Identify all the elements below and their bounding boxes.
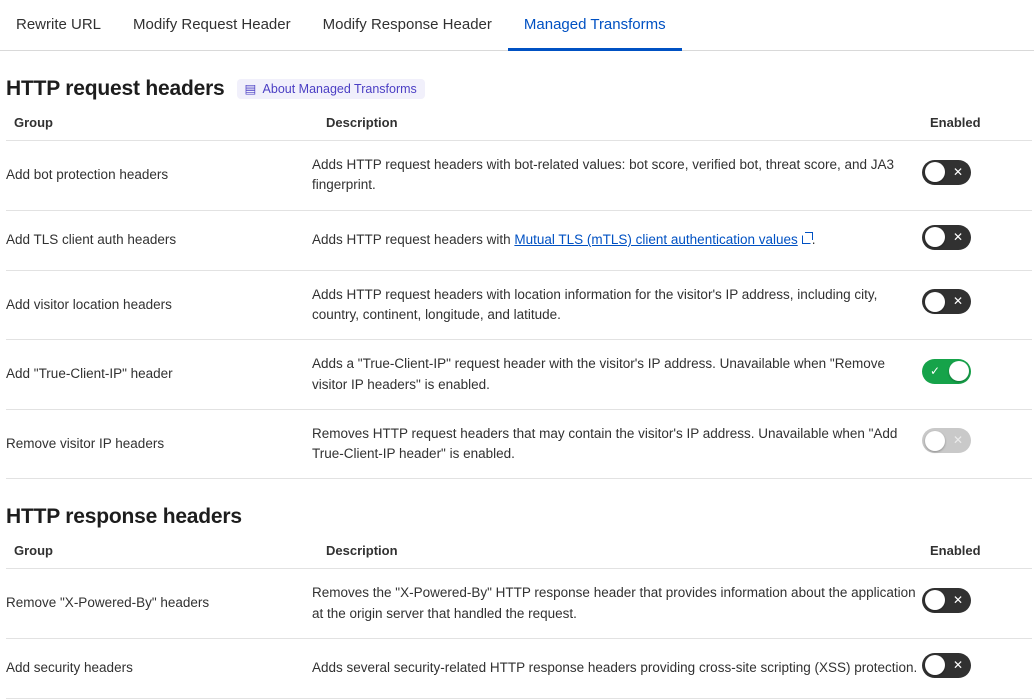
row-description: Adds a "True-Client-IP" request header with the visitor's IP address. Unavailable when "Remove visitor IP headers" is enabled. [312, 340, 922, 410]
toggle-remove-x-powered-by-headers[interactable] [922, 588, 971, 613]
row-description: Removes HTTP request headers that may contain the visitor's IP address. Unavailable when "Add True-Client-IP header" is enabled. [312, 409, 922, 479]
row-group-label: Add bot protection headers [6, 141, 312, 211]
column-header-group: Group [6, 543, 312, 569]
row-description [312, 210, 922, 270]
http-response-headers-section [0, 505, 1034, 699]
column-header-description: Description [312, 543, 922, 569]
description-prefix: Adds HTTP request headers with [312, 232, 515, 247]
description-suffix: . [811, 232, 816, 247]
tab-label: Modify Request Header [133, 15, 291, 33]
toggle-knob [925, 655, 945, 675]
tab-bar [0, 0, 1034, 51]
toggle-add-true-client-ip-header[interactable] [922, 359, 971, 384]
row-toggle-cell [922, 340, 1032, 410]
row-toggle-cell [922, 638, 1032, 698]
toggle-knob [925, 431, 945, 451]
toggle-off-icon: ✕ [952, 592, 963, 607]
tab-rewrite-url[interactable] [0, 0, 117, 51]
row-description: Removes the "X-Powered-By" HTTP response header that provides information about the application at the origin server that handled the request. [312, 569, 922, 639]
row-toggle-cell [922, 409, 1032, 479]
toggle-off-icon: ✕ [952, 294, 963, 309]
row-group-label: Add security headers [6, 638, 312, 698]
column-header-description: Description [312, 115, 922, 141]
column-header-enabled: Enabled [922, 543, 1032, 569]
row-group-label: Add TLS client auth headers [6, 210, 312, 270]
column-header-group: Group [6, 115, 312, 141]
page-title: HTTP request headers [6, 77, 225, 100]
toggle-off-icon: ✕ [952, 657, 963, 672]
row-toggle-cell [922, 210, 1032, 270]
column-header-enabled: Enabled [922, 115, 1032, 141]
toggle-knob [925, 162, 945, 182]
tab-managed-transforms[interactable] [508, 0, 682, 51]
row-toggle-cell [922, 270, 1032, 340]
external-link-icon [802, 233, 812, 243]
about-managed-transforms-link[interactable] [237, 79, 425, 100]
tab-label: Managed Transforms [523, 15, 666, 33]
toggle-on-icon: ✓ [930, 363, 941, 378]
mtls-docs-link[interactable]: Mutual TLS (mTLS) client authentication values [514, 232, 798, 247]
row-toggle-cell [922, 569, 1032, 639]
toggle-off-icon: ✕ [952, 164, 963, 179]
tab-modify-response-header[interactable] [307, 0, 508, 51]
tab-label: Rewrite URL [16, 15, 102, 33]
toggle-add-bot-protection-headers[interactable] [922, 160, 971, 185]
table-row [6, 270, 1032, 340]
row-description: Adds HTTP request headers with location information for the visitor's IP address, including city, country, continent, longitude, and latitude. [312, 270, 922, 340]
table-row [6, 141, 1032, 211]
row-description: Adds HTTP request headers with bot-related values: bot score, verified bot, threat score, and JA3 fingerprint. [312, 141, 922, 211]
request-headers-table [6, 115, 1032, 479]
response-section-header [6, 505, 1028, 529]
toggle-off-icon: ✕ [952, 433, 963, 448]
table-header-row [6, 543, 1032, 569]
table-row [6, 210, 1032, 270]
row-group-label: Add "True-Client-IP" header [6, 340, 312, 410]
response-section-title: HTTP response headers [6, 505, 242, 529]
http-request-headers-section [0, 77, 1034, 479]
book-icon: ▤ [244, 82, 257, 96]
response-headers-table [6, 543, 1032, 699]
row-group-label: Remove visitor IP headers [6, 409, 312, 479]
table-row [6, 638, 1032, 698]
table-row [6, 340, 1032, 410]
table-row [6, 569, 1032, 639]
table-row [6, 409, 1032, 479]
toggle-knob [925, 590, 945, 610]
row-toggle-cell [922, 141, 1032, 211]
row-group-label: Remove "X-Powered-By" headers [6, 569, 312, 639]
toggle-knob [925, 292, 945, 312]
toggle-add-security-headers[interactable] [922, 653, 971, 678]
toggle-add-tls-client-auth-headers[interactable] [922, 225, 971, 250]
toggle-knob [949, 361, 969, 381]
tab-label: Modify Response Header [322, 15, 492, 33]
table-header-row [6, 115, 1032, 141]
request-section-header [6, 77, 1028, 101]
toggle-off-icon: ✕ [952, 229, 963, 244]
row-group-label: Add visitor location headers [6, 270, 312, 340]
toggle-add-visitor-location-headers[interactable] [922, 289, 971, 314]
about-label: About Managed Transforms [262, 81, 417, 96]
tab-modify-request-header[interactable] [117, 0, 307, 51]
toggle-remove-visitor-ip-headers [922, 428, 971, 453]
row-description: Adds several security-related HTTP response headers providing cross-site scripting (XSS) protection. [312, 638, 922, 698]
toggle-knob [925, 227, 945, 247]
